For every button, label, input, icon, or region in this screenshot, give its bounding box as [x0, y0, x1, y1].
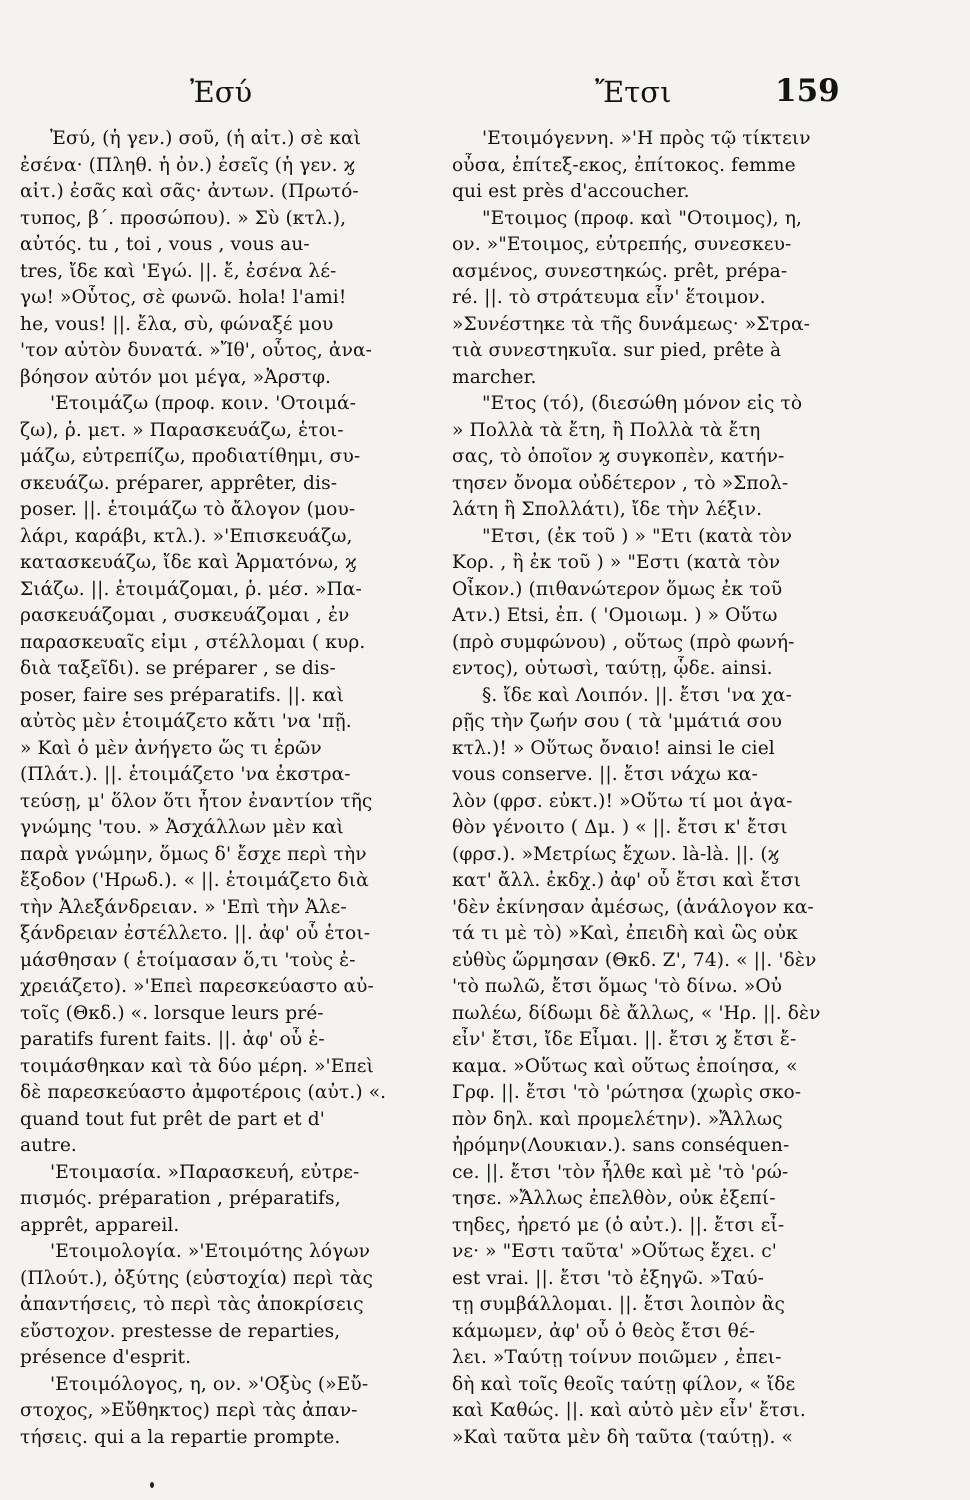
text-line: (Πλούτ.), ὀξύτης (εὐστοχία) περὶ τὰς	[20, 1267, 373, 1289]
text-line: κάμωμεν, ἀφ' οὗ ὁ θεὸς ἔτσι θέ-	[452, 1320, 756, 1342]
text-line: Κορ. , ἢ ἐκ τοῦ ) » "Εστι (κατὰ τὸν	[452, 552, 781, 573]
text-line: τοιμάσθηκαν καὶ τὰ δύο μέρη. »'Επεὶ	[20, 1055, 374, 1077]
text-line: 'Ετοιμάζω (προφ. κοιν. 'Οτοιμά-	[50, 393, 357, 414]
text-line: quand tout fut prêt de part et d'	[20, 1108, 325, 1130]
left-column	[20, 126, 415, 1451]
text-line: τησεν ὄνομα οὐδέτερον , τὸ »Σπολ-	[452, 472, 789, 494]
text-line: δὴ καὶ τοῖς θεοῖς ταύτῃ φίλον, « ἴδε	[452, 1373, 796, 1395]
header-right-word: Ἔτσι	[595, 75, 672, 109]
text-line: τιὰ συνεστηκυῖα. sur pied, prête à	[452, 340, 782, 361]
text-line: 'τὸ πωλῶ, ἔτσι ὅμως 'τὸ δίνω. »Οὐ	[452, 976, 783, 997]
text-line: νε· » "Εστι ταῦτα' »Οὕτως ἔχει. c'	[452, 1241, 777, 1262]
text-line: "Ετσι, (ἐκ τοῦ ) » "Ετι (κατὰ τὸν	[482, 525, 793, 547]
text-line: ασμένος, συνεστηκώς. prêt, prépa-	[452, 260, 788, 282]
text-line: ζω), ῥ. μετ. » Παρασκευάζω, ἑτοι-	[20, 419, 344, 441]
text-line: τῃ συμβάλλομαι. ||. ἔτσι λοιπὸν ἂς	[452, 1294, 786, 1315]
text-line: οὖσα, ἐπίτεξ-εκος, ἐπίτοκος. femme	[452, 154, 796, 176]
text-line: αὐτός. tu , toi , vous , vous au-	[20, 234, 310, 255]
text-line: τεύσῃ, μ' ὅλον ὅτι ἦτον ἐναντίον τῆς	[20, 790, 373, 812]
text-line: tres, ἴδε καὶ 'Εγώ. ||. ἔ, ἐσένα λέ-	[20, 260, 337, 282]
text-line: γνώμης 'του. » Ἀσχάλλων μὲν καὶ	[20, 817, 344, 838]
text-line: Γρφ. ||. ἔτσι 'τὸ 'ρώτησα (χωρὶς σκο-	[452, 1082, 802, 1103]
text-line: λάρι, καράβι, κτλ.). »'Επισκευάζω,	[20, 525, 353, 547]
ink-speck	[150, 1482, 154, 1488]
text-line: βόησον αὐτόν μοι μέγα, »Ἀρστφ.	[20, 366, 332, 388]
text-line: » Καὶ ὁ μὲν ἀνήγετο ὥς τι ἐρῶν	[20, 737, 322, 759]
text-line: Σιάζω. ||. ἑτοιμάζομαι, ῥ. μέσ. »Πα-	[20, 578, 362, 600]
text-line: τὴν Ἀλεξάνδρειαν. » 'Επὶ τὴν Ἀλε-	[20, 896, 347, 918]
text-line: marcher.	[452, 366, 537, 388]
text-line: ξάνδρειαν ἐστέλλετο. ||. ἀφ' οὗ ἑτοι-	[20, 923, 371, 944]
text-line: τά τι μὲ τὸ) »Καὶ, ἐπειδὴ καὶ ὣς οὐκ	[452, 923, 798, 944]
text-line: σας, τὸ ὁποῖον ϗ συγκοπὲν, κατήν-	[452, 446, 785, 467]
text-line: ce. ||. ἔτσι 'τὸν ἦλθε καὶ μὲ 'τὸ 'ρώ-	[452, 1161, 789, 1183]
text-line: ἀπαντήσεις, τὸ περὶ τὰς ἀποκρίσεις	[20, 1294, 364, 1315]
text-line: »Συνέστηκε τὰ τῆς δυνάμεως· »Στρα-	[452, 313, 810, 335]
text-line: 'δὲν ἐκίνησαν ἀμέσως, (ἀνάλογον κα-	[452, 896, 814, 918]
text-line: 'Ετοιμασία. »Παρασκευή, εὐτρε-	[50, 1161, 360, 1183]
text-line: καὶ Καθώς. ||. καὶ αὐτὸ μὲν εἶν' ἔτσι.	[452, 1400, 806, 1421]
text-line: §. ἴδε καὶ Λοιπόν. ||. ἔτσι 'να χα-	[482, 684, 792, 706]
text-line: paratifs furent faits. ||. ἀφ' οὗ ἑ-	[20, 1029, 325, 1050]
header-left-word: Ἐσύ	[190, 75, 253, 109]
text-line: présence d'esprit.	[20, 1347, 192, 1368]
text-line: τοῖς (Θκδ.) «. lorsque leurs pré-	[20, 1002, 324, 1024]
text-line: πισμός. préparation , préparatifs,	[20, 1188, 341, 1209]
text-line: "Ετος (τό), (διεσώθη μόνον εἰς τὸ	[482, 393, 803, 414]
text-line: he, vous! ||. ἔλα, σὺ, φώναξέ μου	[20, 313, 334, 335]
text-line: μάσθησαν ( ἑτοίμασαν ὅ,τι 'τοὺς ἐ-	[20, 949, 356, 971]
text-line: κατασκευάζω, ἴδε καὶ Ἁρματόνω, ϗ	[20, 552, 357, 573]
text-line: λάτη ἢ Σπολλάτι), ἴδε τὴν λέξιν.	[452, 499, 763, 520]
text-line: ρασκευάζομαι , συσκευάζομαι , ἐν	[20, 605, 350, 626]
page-number: 159	[775, 73, 840, 109]
text-line: vous conserve. ||. ἔτσι νάχω κα-	[452, 764, 758, 785]
text-line: Ατν.) Etsi, ἐπ. ( 'Ομοιωμ. ) » Οὕτω	[452, 605, 778, 626]
text-line: λὸν (φρσ. εὐκτ.)! »Οὕτω τί μοι ἀγα-	[452, 790, 793, 812]
text-line: σκευάζω. préparer, apprêter, dis-	[20, 472, 338, 494]
text-line: 'τον αὐτὸν δυνατά. »Ἴθ', οὗτος, ἀνα-	[20, 340, 373, 361]
text-line: παρὰ γνώμην, ὅμως δ' ἔσχε περὶ τὴν	[20, 843, 367, 865]
text-line: » Πολλὰ τὰ ἔτη, ἢ Πολλὰ τὰ ἔτη	[452, 419, 761, 441]
text-line: ον. »"Ετοιμος, εὐτρεπής, συνεσκευ-	[452, 234, 792, 255]
text-line: καμα. »Οὕτως καὶ οὕτως ἐποίησα, «	[452, 1055, 798, 1077]
text-line: κατ' ἄλλ. ἐκδχ.) ἀφ' οὗ ἔτσι καὶ ἔτσι	[452, 870, 802, 891]
text-line: qui est près d'accoucher.	[452, 181, 690, 202]
text-line: δὲ παρεσκεύαστο ἀμφοτέροις (αὐτ.) «.	[20, 1082, 387, 1103]
text-line: εὐθὺς ὥρμησαν (Θκδ. Ζ', 74). « ||. 'δὲν	[452, 949, 817, 971]
text-line: ἐσένα· (Πληθ. ἡ ὀν.) ἐσεῖς (ἡ γεν. ϗ	[20, 154, 356, 176]
text-line: πωλέω, δίδωμι δὲ ἄλλως, « 'Ηρ. ||. δὲν	[452, 1002, 821, 1024]
text-line: γω! »Οὗτος, σὲ φωνῶ. hola! l'ami!	[20, 287, 347, 308]
text-line: εἶν' ἔτσι, ἴδε Εἶμαι. ||. ἔτσι ϗ ἔτσι ἔ-	[452, 1029, 797, 1050]
text-line: ré. ||. τὸ στράτευμα εἶν' ἕτοιμον.	[452, 287, 766, 308]
text-line: εὔστοχον. prestesse de reparties,	[20, 1320, 341, 1342]
text-line: τυπος, β΄. προσώπου). » Σὺ (κτλ.),	[20, 207, 347, 229]
text-line: ρῇς τὴν ζωήν σου ( τὰ 'μμάτιά σου	[452, 711, 783, 732]
text-line: (πρὸ συμφώνου) , οὕτως (πρὸ φωνή-	[452, 631, 795, 653]
text-line: στοχος, »Εὔθηκτος) περὶ τὰς ἀπαν-	[20, 1400, 358, 1421]
text-line: »Καὶ ταῦτα μὲν δὴ ταῦτα (ταύτῃ). «	[452, 1426, 794, 1448]
text-line: est vrai. ||. ἔτσι 'τὸ ἐξηγῶ. »Ταύ-	[452, 1267, 765, 1289]
text-line: Οἶκον.) (πιθανώτερον ὅμως ἐκ τοῦ	[452, 578, 783, 600]
text-line: διὰ ταξεῖδι). se préparer , se dis-	[20, 658, 336, 679]
text-line: apprêt, appareil.	[20, 1214, 180, 1236]
right-column	[452, 126, 837, 1451]
text-line: poser, faire ses préparatifs. ||. καὶ	[20, 684, 344, 706]
text-line: 'Ετοιμολογία. »'Ετοιμότης λόγων	[50, 1241, 371, 1262]
text-line: παρασκευαῖς εἰμι , στέλλομαι ( κυρ.	[20, 631, 366, 653]
text-line: poser. ||. ἑτοιμάζω τὸ ἄλογον (μου-	[20, 499, 356, 520]
text-line: τησε. »Ἄλλως ἐπελθὸν, οὐκ ἐξεπί-	[452, 1188, 776, 1209]
text-line: λει. »Ταύτῃ τοίνυν ποιῶμεν , ἐπει-	[452, 1347, 782, 1368]
text-line: πὸν δηλ. καὶ προμελέτην). »Ἄλλως	[452, 1108, 783, 1130]
text-line: 'Ετοιμόγεννη. »'Η πρὸς τῷ τίκτειν	[482, 128, 811, 149]
text-line: 'Ετοιμόλογος, η, ον. »'Οξὺς (»Εὔ-	[50, 1373, 369, 1395]
text-line: μάζω, εὐτρεπίζω, προδιατίθημι, συ-	[20, 446, 361, 467]
text-line: εντος), οὑτωσὶ, ταύτῃ, ᾧδε. ainsi.	[452, 658, 773, 679]
text-line: (φρσ.). »Μετρίως ἔχων. là-là. ||. (ϗ	[452, 843, 780, 865]
text-line: κτλ.)! » Οὕτως ὄναιο! ainsi le ciel	[452, 737, 775, 759]
text-line: αἰτ.) ἐσᾶς καὶ σᾶς· ἀντων. (Πρωτό-	[20, 181, 359, 202]
text-line: αὐτὸς μὲν ἑτοιμάζετο κἄτι 'να 'πῇ.	[20, 711, 352, 732]
text-line: autre.	[20, 1135, 77, 1156]
text-line: (Πλάτ.). ||. ἑτοιμάζετο 'να ἐκστρα-	[20, 764, 351, 785]
text-line: ἔξοδον ('Ηρωδ.). « ||. ἑτοιμάζετο διὰ	[20, 870, 369, 891]
text-line: θὸν γένοιτο ( Δμ. ) « ||. ἔτσι κ' ἔτσι	[452, 817, 788, 838]
text-line: Ἐσύ, (ἡ γεν.) σοῦ, (ἡ αἰτ.) σὲ καὶ	[50, 128, 362, 149]
text-line: χρειάζετο). »'Επεὶ παρεσκεύαστο αὐ-	[20, 976, 374, 997]
text-line: "Ετοιμος (προφ. καὶ "Οτοιμος), η,	[482, 207, 803, 229]
text-line: ἠρόμην(Λουκιαν.). sans conséquen-	[452, 1135, 790, 1156]
text-line: τήσεις. qui a la repartie prompte.	[20, 1426, 341, 1448]
text-line: τηδες, ἠρετό με (ὁ αὐτ.). ||. ἔτσι εἶ-	[452, 1214, 785, 1236]
